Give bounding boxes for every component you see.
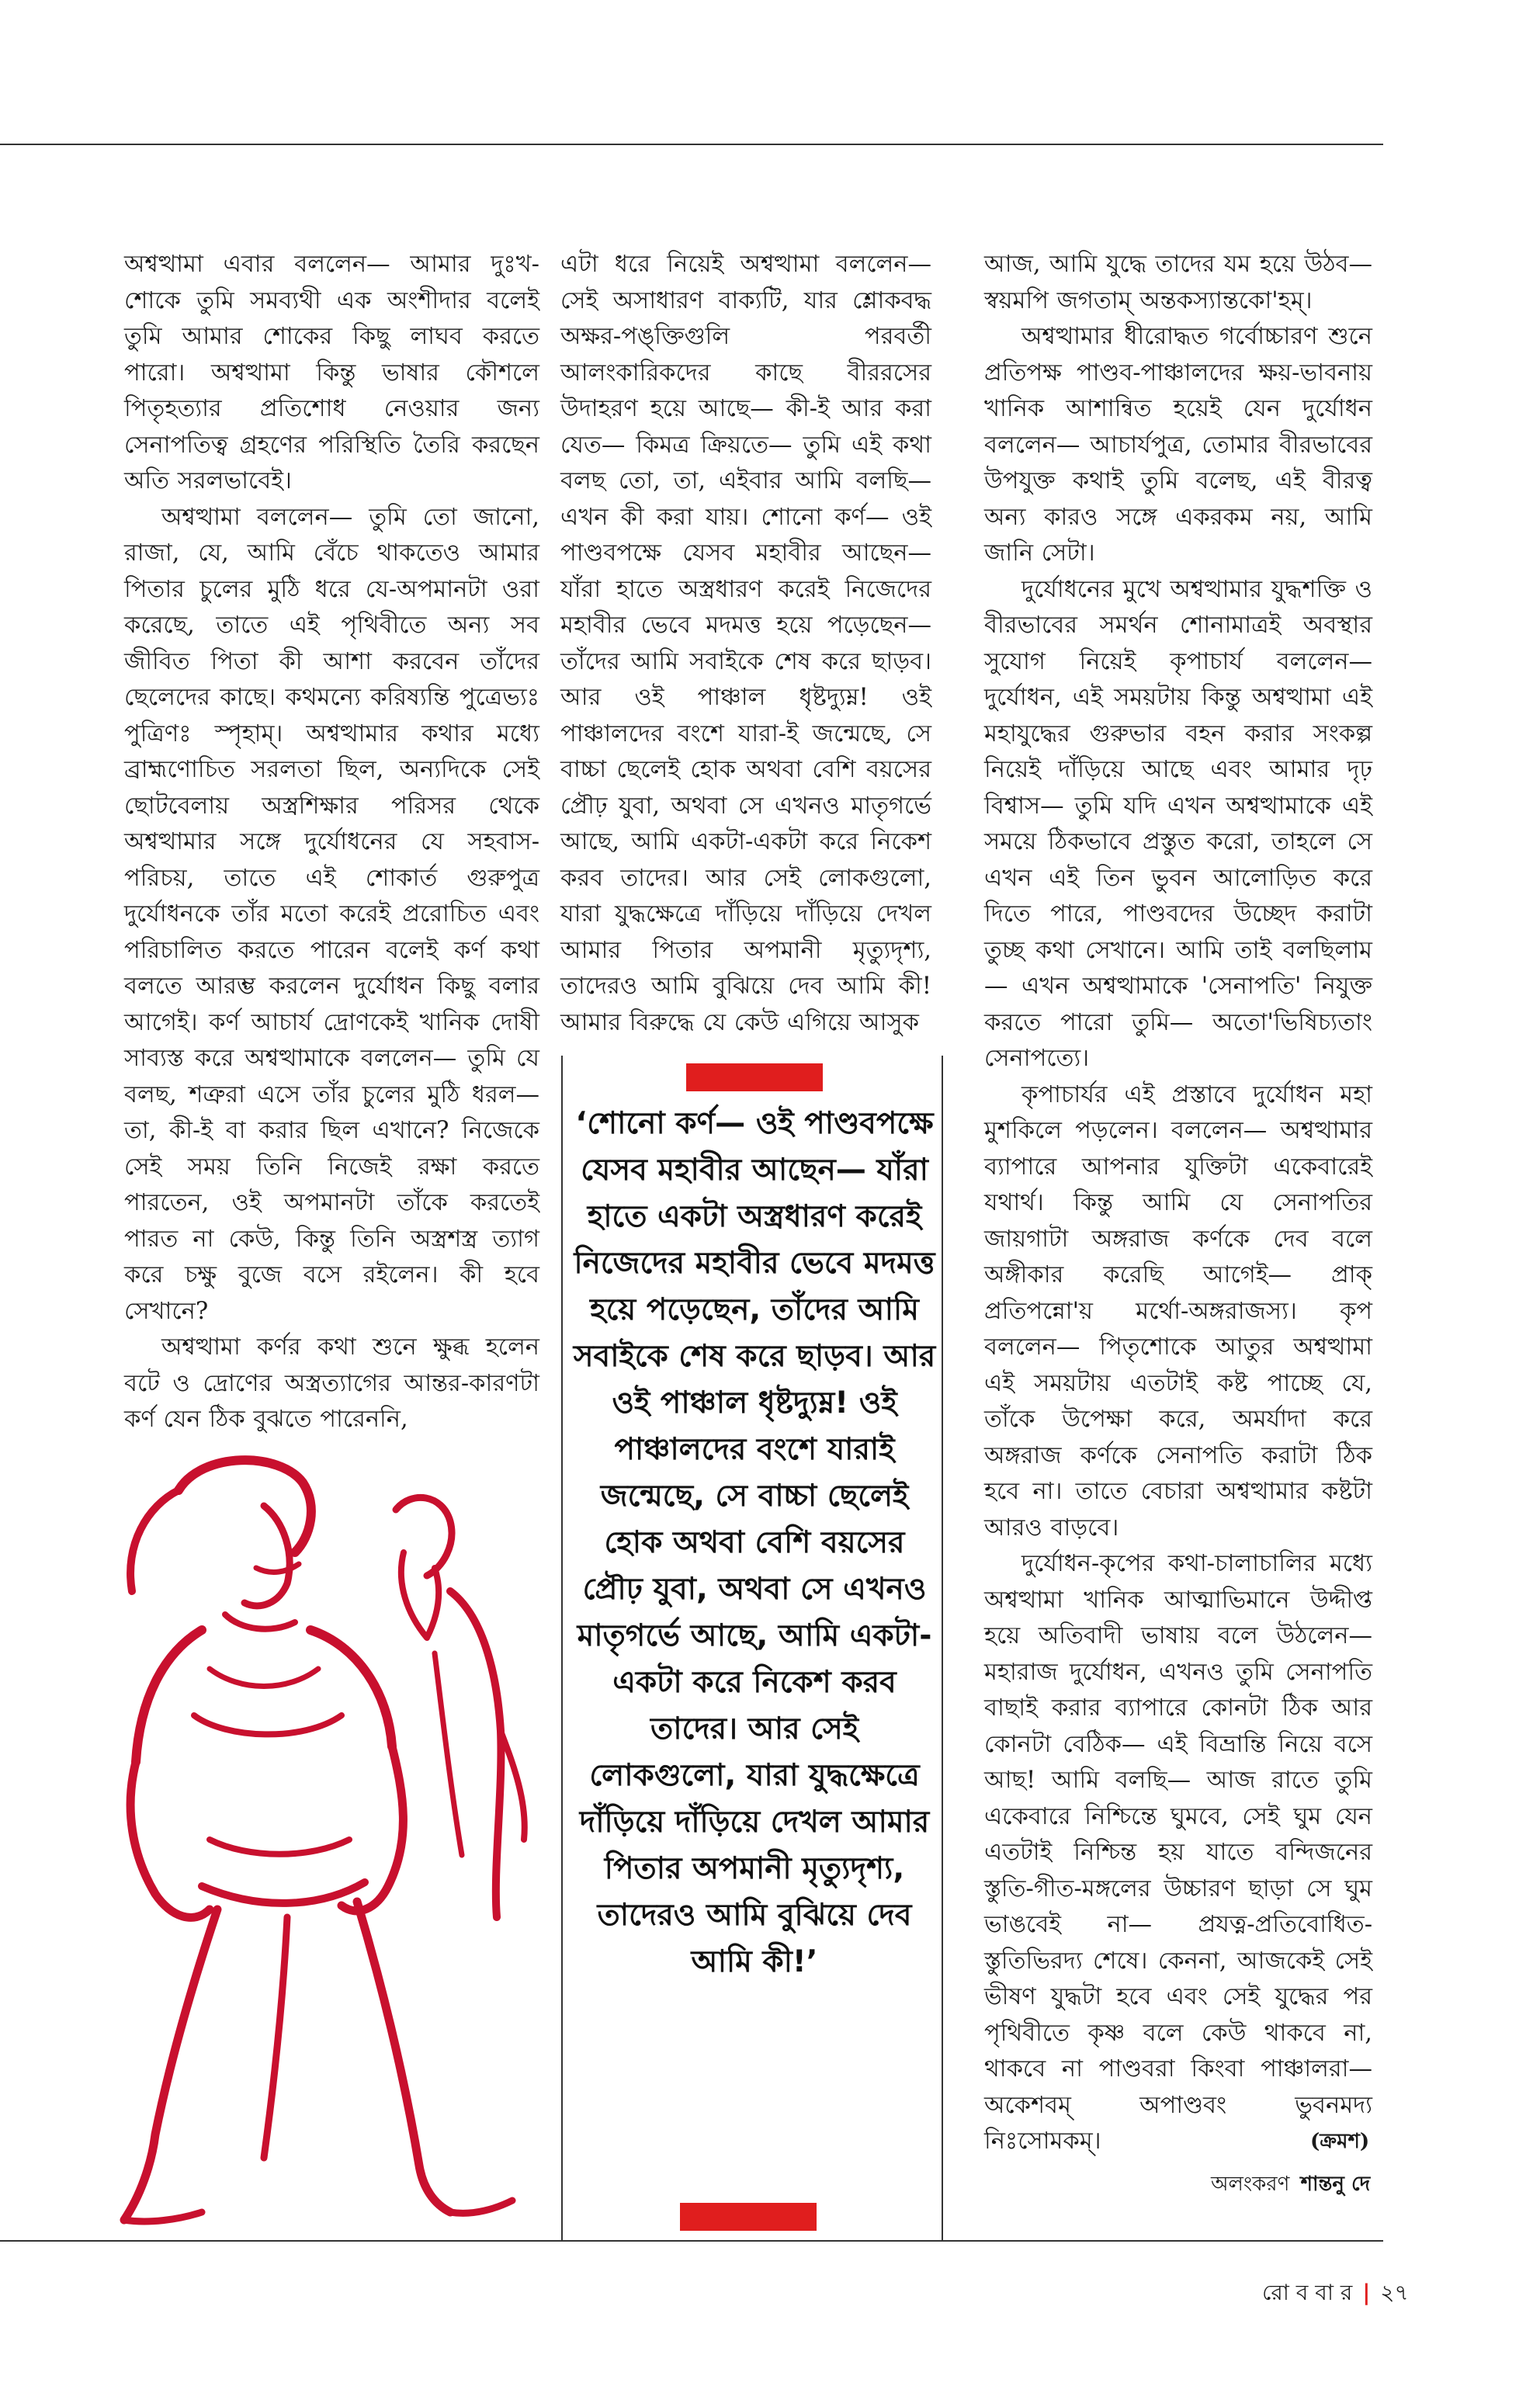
sage-shoulder bbox=[450, 1591, 501, 1917]
credit-label: অলংকরণ bbox=[1211, 2173, 1290, 2196]
sage-arm bbox=[501, 1731, 525, 1840]
warrior-waist bbox=[210, 1840, 349, 1854]
paragraph: অশ্বত্থামা এবার বললেন— আমার দুঃখ-শোকে তুমি সমব্যথী এক অংশীদার বলেই তুমি আমার শোকের কিছু লাঘব করতে পারো। অশ্বত্থামা কিন্তু ভাষার কৌশলে পিতৃহত্যার প্রতিশোধ নেওয়ার জন্য সেনাপতিত্ব গ্রহণের পরিস্থিতি তৈরি করছেন অতি সরলভাবেই। bbox=[124, 251, 539, 494]
warrior-chest bbox=[194, 1715, 342, 1734]
warrior-shoulder-right bbox=[310, 1630, 392, 1746]
paragraph: অশ্বত্থামা কর্ণর কথা শুনে ক্ষুব্ধ হলেন বটে ও দ্রোণের অস্ত্রত্যাগের আন্তর-কারণটা কর্ণ যেন ঠিক বুঝতে পারেননি, bbox=[124, 1333, 539, 1433]
paragraph: অশ্বত্থামা বললেন— তুমি তো জানো, রাজা, যে, আমি বেঁচে থাকতেও আমার পিতার চুলের মুঠি ধরে যে-অপমানটা ওরা করেছে, তাতে এই পৃথিবীতে অন্য সব জীবিত পিতা কী আশা করবেন তাঁদের ছেলেদের কাছে। কথমন্যে করিষ্যন্তি পুত্রেভ্যঃ পুত্রিণঃ স্পৃহাম্। অশ্বত্থামার কথার মধ্যে ব্রাহ্মণোচিত সরলতা ছিল, অন্যদিকে সেই ছোটবেলায় অস্ত্রশিক্ষার পরিসর থেকে অশ্বত্থামার সঙ্গে দুর্যোধনের যে সহবাস-পরিচয়, তাতে এই শোকার্ত গুরুপুত্র দুর্যোধনকে তাঁর মতো করেই প্ররোচিত এবং পরিচালিত করতে পারেন বলেই কর্ণ কথা বলতে আরম্ভ করলেন দুর্যোধন কিছু বলার আগেই। কর্ণ আচার্য দ্রোণকেই খানিক দোষী সাব্যস্ত করে অশ্বত্থামাকে বললেন— তুমি যে বলছ, শত্রুরা এসে তাঁর চুলের মুঠি ধরল— তা, কী-ই বা করার ছিল এখানে? নিজেকে সেই সময় তিনি নিজেই রক্ষা করতে পারতেন, ওই অপমানটা তাঁকে করতেই পারত না কেউ, কিন্তু তিনি অস্ত্রশস্ত্র ত্যাগ করে চক্ষু বুজে বসে রইলেন। কী হবে সেখানে? bbox=[124, 503, 539, 1325]
column-divider-left bbox=[561, 1056, 563, 2240]
column-divider-right bbox=[942, 1056, 943, 2240]
credit-artist: শান্তনু দে bbox=[1300, 2173, 1371, 2196]
warrior-dhoti-right bbox=[357, 1902, 450, 2212]
warrior-arm-left bbox=[130, 1762, 210, 1917]
page-number: ২৭ bbox=[1380, 2280, 1409, 2305]
pull-quote: ‘শোনো কর্ণ— ওই পাণ্ডবপক্ষে যেসব মহাবীর আছেন— যাঁরা হাতে একটা অস্ত্রধারণ করেই নিজেদের মহাবীর ভেবে মদমত্ত হয়ে পড়েছেন, তাঁদের আমি সবাইকে শেষ করে ছাড়ব। আর ওই পাঞ্চাল ধৃষ্টদ্যুম্ন! ওই পাঞ্চালদের বংশে যারাই জন্মেছে, সে বাচ্চা ছেলেই হোক অথবা বেশি বয়সের প্রৌঢ় যুবা, অথবা সে এখনও মাতৃগর্ভে আছে, আমি একটা-একটা করে নিকেশ করব তাদের। আর সেই লোকগুলো, যারা যুদ্ধক্ষেত্রে দাঁড়িয়ে দাঁড়িয়ে দেখল আমার পিতার অপমানী মৃত্যুদৃশ্য, তাদেরও আমি বুঝিয়ে দেব আমি কী!’ bbox=[573, 1106, 936, 1979]
paragraph: দুর্যোধনের মুখে অশ্বত্থামার যুদ্ধশক্তি ও বীরভাবের সমর্থন শোনামাত্রই অবস্থার সুযোগ নিয়েই কৃপাচার্য বললেন— দুর্যোধন, এই সময়টায় কিন্তু অশ্বত্থামা এই মহাযুদ্ধের গুরুভার বহন করার সংকল্প নিয়েই দাঁড়িয়ে আছে এবং আমার দৃঢ় বিশ্বাস— তুমি যদি এখন অশ্বত্থামাকে এই সময়ে ঠিকভাবে প্রস্তুত করো, তাহলে সে এখন এই তিন ভুবন আলোড়িত করে দিতে পারে, পাণ্ডবদের উচ্ছেদ করাটা তুচ্ছ কথা সেখানে। আমি তাই বলছিলাম— এখন অশ্বত্থামাকে 'সেনাপতি' নিযুক্ত করতে পারো তুমি— অতো'ভিষিচ্যতাং সেনাপত্যে। bbox=[984, 575, 1372, 1072]
article-column-2 bbox=[560, 247, 931, 1041]
warrior-necklace bbox=[210, 1669, 318, 1687]
warrior-dhoti-left bbox=[124, 1909, 217, 2220]
page-footer bbox=[1262, 2276, 1409, 2312]
warrior-hair bbox=[179, 1460, 311, 1552]
footer-separator: | bbox=[1362, 2280, 1371, 2305]
warrior-face bbox=[245, 1506, 290, 1606]
paragraph: এটা ধরে নিয়েই অশ্বত্থামা বললেন— সেই অসাধারণ বাক্যটি, যার শ্লোকবদ্ধ অক্ষর-পঙ্‌ক্তিগুলি পরবর্তী আলংকারিকদের কাছে বীররসের উদাহরণ হয়ে আছে— কী-ই আর করা যেত— কিমত্র ক্রিয়তে— তুমি এই কথা বলছ তো, তা, এইবার আমি বলছি— এখন কী করা যায়। শোনো কর্ণ— ওই পাণ্ডবপক্ষে যেসব মহাবীর আছেন— যাঁরা হাতে অস্ত্রধারণ করেই নিজেদের মহাবীর ভেবে মদমত্ত হয়ে পড়েছেন— তাঁদের আমি সবাইকে শেষ করে ছাড়ব। আর ওই পাঞ্চাল ধৃষ্টদ্যুম্ন! ওই পাঞ্চালদের বংশে যারা-ই জন্মেছে, সে বাচ্চা ছেলেই হোক অথবা বেশি বয়সের প্রৌঢ় যুবা, অথবা সে এখনও মাতৃগর্ভে আছে, আমি একটা-একটা করে নিকেশ করব তাদের। আর সেই লোকগুলো, যারা যুদ্ধক্ষেত্রে দাঁড়িয়ে দাঁড়িয়ে দেখল আমার পিতার অপমানী মৃত্যুদৃশ্য, তাদেরও আমি বুঝিয়ে দেব আমি কী! আমার বিরুদ্ধে যে কেউ এগিয়ে আসুক bbox=[560, 251, 931, 1036]
pull-quote-top-bar bbox=[686, 1063, 823, 1091]
article-column-3 bbox=[984, 247, 1372, 2160]
article-column-1 bbox=[124, 247, 539, 1438]
warrior-hair-tail bbox=[130, 1490, 179, 1591]
warrior-foot-left bbox=[124, 2212, 202, 2221]
warrior-sash bbox=[202, 1882, 365, 1903]
sage-beard bbox=[401, 1552, 439, 1638]
paragraph: আজ, আমি যুদ্ধে তাদের যম হয়ে উঠব— স্বয়মপি জগতাম্ অন্তকস্যান্তকো'হম্। bbox=[984, 251, 1372, 314]
warrior-dhoti-center bbox=[264, 1917, 287, 2158]
warrior-neck bbox=[225, 1614, 295, 1629]
top-rule bbox=[0, 144, 1383, 145]
warriors-illustration bbox=[109, 1436, 543, 2251]
sage-robe bbox=[435, 1653, 462, 1855]
pull-quote-bottom-bar bbox=[680, 2203, 817, 2231]
paragraph: অশ্বত্থামার ধীরোদ্ধত গর্বোচ্চারণ শুনে প্রতিপক্ষ পাণ্ডব-পাঞ্চালদের ক্ষয়-ভাবনায় খানিক আশান্বিত হয়েই যেন দুর্যোধন বললেন— আচার্যপুত্র, তোমার বীরভাবের উপযুক্ত কথাই তুমি বলেছ, এই বীরত্ব অন্য কারও সঙ্গে একরকম নয়, আমি জানি সেটা। bbox=[984, 323, 1372, 567]
illustration-credit bbox=[1211, 2171, 1370, 2197]
warrior-shoulder-left bbox=[136, 1630, 202, 1762]
paragraph: দুর্যোধন-কৃপের কথা-চালাচালির মধ্যে অশ্বত্থামা খানিক আত্মাভিমানে উদ্দীপ্ত হয়ে অতিবাদী ভাষায় বলে উঠলেন— মহারাজ দুর্যোধন, এখনও তুমি সেনাপতি বাছাই করার ব্যাপারে কোনটা ঠিক আর কোনটা বেঠিক— এই বিভ্রান্তি নিয়ে বসে আছ! আমি বলছি— আজ রাতে তুমি একেবারে নিশ্চিন্তে ঘুমবে, সেই ঘুম যেন এতটাই নিশ্চিন্ত হয় যাতে বন্দিজনের স্তুতি-গীত-মঙ্গলের উচ্চারণ ছাড়া সে ঘুম ভাঙবেই না— প্রযত্ন-প্রতিবোধিত-স্তুতিভিরদ্য শেষে। কেননা, আজকেই সেই ভীষণ যুদ্ধটা হবে এবং সেই যুদ্ধের পর পৃথিবীতে কৃষ্ণ বলে কেউ থাকবে না, থাকবে না পাণ্ডবরা কিংবা পাঞ্চালরা— অকেশবম্‌ অপাণ্ডবং ভুবনমদ্য নিঃসোমকম্। bbox=[984, 1550, 1372, 2155]
paragraph: কৃপাচার্যর এই প্রস্তাবে দুর্যোধন মহা মুশকিলে পড়লেন। বললেন— অশ্বত্থামার ব্যাপারে আপনার যুক্তিটা একেবারেই যথার্থ। কিন্তু আমি যে সেনাপতির জায়গাটা অঙ্গরাজ কর্ণকে দেব বলে অঙ্গীকার করেছি আগেই— প্রাক্‌ প্রতিপন্নো'য় মর্থো-অঙ্গরাজস্য। কৃপ বললেন— পিতৃশোকে আতুর অশ্বত্থামা এই সময়টায় এতটাই কষ্ট পাচ্ছে যে, তাঁকে উপেক্ষা করে, অমর্যাদা করে অঙ্গরাজ কর্ণকে সেনাপতি করাটা ঠিক হবে না। তাতে বেচারা অশ্বত্থামার কষ্টটা আরও বাড়বে। bbox=[984, 1080, 1372, 1542]
to-be-continued: (ক্রমশ) bbox=[1310, 2130, 1370, 2153]
warrior-foot-right bbox=[450, 2201, 512, 2213]
magazine-name: রো ব বা র bbox=[1262, 2280, 1353, 2305]
